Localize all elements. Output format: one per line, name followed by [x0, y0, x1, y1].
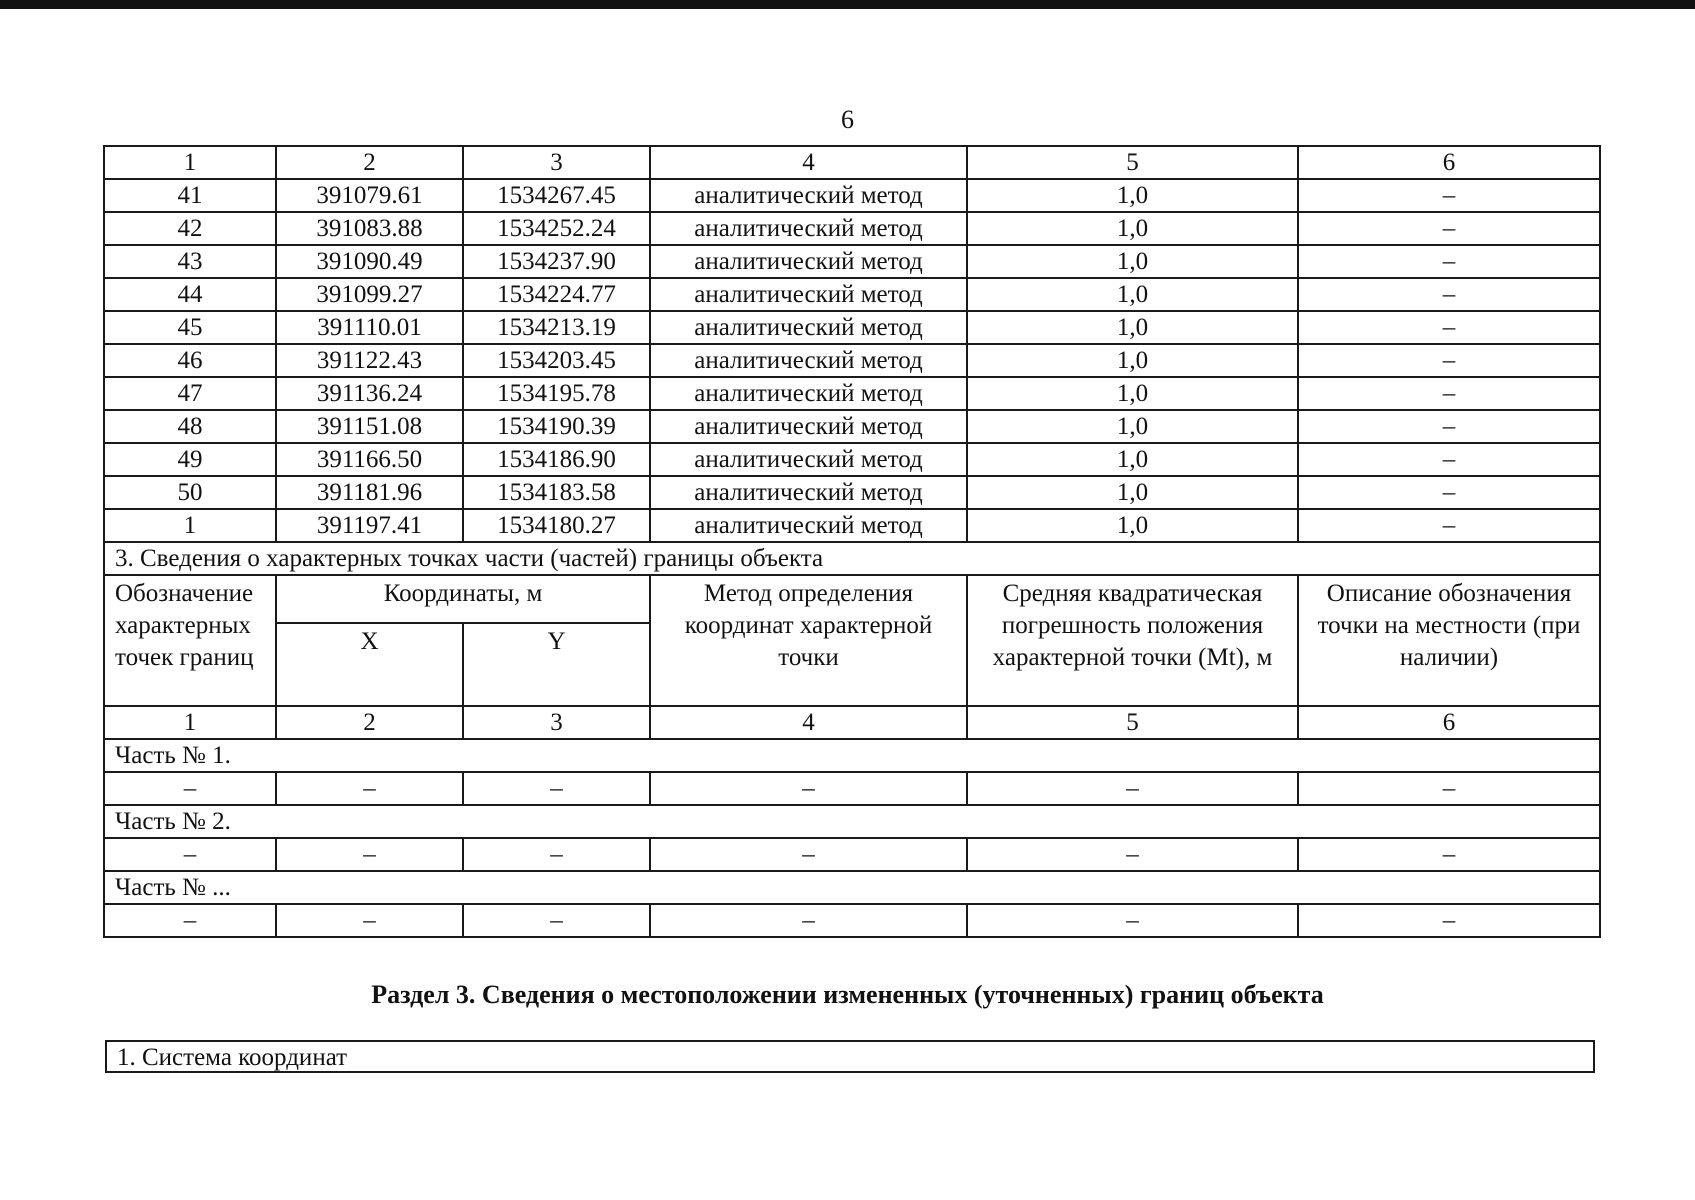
y-coordinate-cell: 1534186.90 — [463, 443, 650, 476]
point-number-cell: 43 — [104, 245, 276, 278]
subsection-title: 3. Сведения о характерных точках части (частей) границы объекта — [104, 542, 1600, 575]
column-number: 6 — [1298, 706, 1600, 739]
part-label-row — [104, 805, 1600, 838]
column-number: 1 — [104, 146, 276, 179]
method-cell: аналитический метод — [650, 311, 967, 344]
boundary-points-table — [103, 145, 1601, 938]
coordinate-system-box: 1. Система координат — [105, 1040, 1595, 1073]
description-cell: – — [1298, 311, 1600, 344]
coordinates-header: Координаты, м — [276, 575, 650, 623]
method-cell: аналитический метод — [650, 344, 967, 377]
y-coordinate-cell: 1534195.78 — [463, 377, 650, 410]
part-cell: – — [276, 838, 463, 871]
table-row — [104, 410, 1600, 443]
page-number: 6 — [841, 105, 854, 134]
mt-cell: 1,0 — [967, 245, 1298, 278]
y-coordinate-cell: 1534213.19 — [463, 311, 650, 344]
mt-cell: 1,0 — [967, 212, 1298, 245]
column-number-row — [104, 146, 1600, 179]
description-cell: – — [1298, 245, 1600, 278]
method-cell: аналитический метод — [650, 509, 967, 542]
point-number-cell: 50 — [104, 476, 276, 509]
description-cell: – — [1298, 344, 1600, 377]
mt-cell: 1,0 — [967, 410, 1298, 443]
column-number: 3 — [463, 706, 650, 739]
part-data-row — [104, 838, 1600, 871]
x-coordinate-cell: 391090.49 — [276, 245, 463, 278]
x-coordinate-cell: 391136.24 — [276, 377, 463, 410]
x-coordinate-cell: 391122.43 — [276, 344, 463, 377]
part-label-row — [104, 739, 1600, 772]
table-row — [104, 509, 1600, 542]
column-number: 1 — [104, 706, 276, 739]
mt-header: Средняя квадратическая погрешность положения характерной точки (Mt), м — [967, 575, 1298, 706]
part-cell: – — [650, 772, 967, 805]
points-table-body — [104, 146, 1600, 542]
x-coordinate-cell: 391083.88 — [276, 212, 463, 245]
point-number-cell: 48 — [104, 410, 276, 443]
table-row — [104, 377, 1600, 410]
point-number-cell: 41 — [104, 179, 276, 212]
part-cell: – — [967, 838, 1298, 871]
part-label: Часть № 1. — [104, 739, 1600, 772]
part-cell: – — [650, 904, 967, 937]
table-row — [104, 344, 1600, 377]
table-row — [104, 212, 1600, 245]
column-number: 2 — [276, 706, 463, 739]
point-number-cell: 44 — [104, 278, 276, 311]
designation-header: Обозначение характерных точек границ — [104, 575, 276, 706]
y-coordinate-cell: 1534183.58 — [463, 476, 650, 509]
part-data-row — [104, 904, 1600, 937]
x-coordinate-cell: 391099.27 — [276, 278, 463, 311]
description-cell: – — [1298, 443, 1600, 476]
y-coordinate-cell: 1534203.45 — [463, 344, 650, 377]
x-coordinate-cell: 391166.50 — [276, 443, 463, 476]
section-3-heading: Раздел 3. Сведения о местоположении измененных (уточненных) границ объекта — [371, 980, 1324, 1009]
column-number: 5 — [967, 146, 1298, 179]
x-coordinate-cell: 391110.01 — [276, 311, 463, 344]
part-cell: – — [463, 838, 650, 871]
description-cell: – — [1298, 476, 1600, 509]
point-number-cell: 45 — [104, 311, 276, 344]
mt-cell: 1,0 — [967, 179, 1298, 212]
y-coordinate-cell: 1534237.90 — [463, 245, 650, 278]
subsection-title-row — [104, 542, 1600, 575]
column-number: 6 — [1298, 146, 1600, 179]
method-cell: аналитический метод — [650, 410, 967, 443]
part-cell: – — [276, 904, 463, 937]
point-number-cell: 42 — [104, 212, 276, 245]
header-row-top — [104, 575, 1600, 623]
mt-cell: 1,0 — [967, 377, 1298, 410]
part-cell: – — [276, 772, 463, 805]
x-coordinate-cell: 391079.61 — [276, 179, 463, 212]
description-cell: – — [1298, 278, 1600, 311]
description-cell: – — [1298, 410, 1600, 443]
part-cell: – — [104, 904, 276, 937]
description-cell: – — [1298, 179, 1600, 212]
point-number-cell: 46 — [104, 344, 276, 377]
column-number: 3 — [463, 146, 650, 179]
parts-table-body — [104, 739, 1600, 937]
description-cell: – — [1298, 509, 1600, 542]
part-cell: – — [463, 904, 650, 937]
method-header: Метод определения координат характерной точки — [650, 575, 967, 706]
y-header: Y — [463, 623, 650, 706]
mt-cell: 1,0 — [967, 476, 1298, 509]
part-label: Часть № ... — [104, 871, 1600, 904]
part-cell: – — [967, 772, 1298, 805]
column-number-row — [104, 706, 1600, 739]
description-cell: – — [1298, 377, 1600, 410]
mt-cell: 1,0 — [967, 278, 1298, 311]
point-number-cell: 49 — [104, 443, 276, 476]
method-cell: аналитический метод — [650, 377, 967, 410]
part-cell: – — [104, 772, 276, 805]
x-coordinate-cell: 391181.96 — [276, 476, 463, 509]
part-cell: – — [1298, 838, 1600, 871]
y-coordinate-cell: 1534180.27 — [463, 509, 650, 542]
table-row — [104, 311, 1600, 344]
x-coordinate-cell: 391151.08 — [276, 410, 463, 443]
method-cell: аналитический метод — [650, 179, 967, 212]
y-coordinate-cell: 1534252.24 — [463, 212, 650, 245]
method-cell: аналитический метод — [650, 278, 967, 311]
part-cell: – — [650, 838, 967, 871]
method-cell: аналитический метод — [650, 212, 967, 245]
subsection-3-block — [104, 542, 1600, 739]
part-cell: – — [967, 904, 1298, 937]
method-cell: аналитический метод — [650, 245, 967, 278]
method-cell: аналитический метод — [650, 476, 967, 509]
table-row — [104, 245, 1600, 278]
y-coordinate-cell: 1534190.39 — [463, 410, 650, 443]
mt-cell: 1,0 — [967, 344, 1298, 377]
table-row — [104, 179, 1600, 212]
y-coordinate-cell: 1534224.77 — [463, 278, 650, 311]
description-header: Описание обозначения точки на местности (при наличии) — [1298, 575, 1600, 706]
x-coordinate-cell: 391197.41 — [276, 509, 463, 542]
mt-cell: 1,0 — [967, 311, 1298, 344]
column-number: 5 — [967, 706, 1298, 739]
description-cell: – — [1298, 212, 1600, 245]
part-label: Часть № 2. — [104, 805, 1600, 838]
y-coordinate-cell: 1534267.45 — [463, 179, 650, 212]
table-row — [104, 476, 1600, 509]
part-cell: – — [104, 838, 276, 871]
table-row — [104, 278, 1600, 311]
top-border-bar — [0, 0, 1695, 9]
mt-cell: 1,0 — [967, 443, 1298, 476]
x-header: X — [276, 623, 463, 706]
column-number: 4 — [650, 146, 967, 179]
part-cell: – — [463, 772, 650, 805]
part-cell: – — [1298, 904, 1600, 937]
column-number: 2 — [276, 146, 463, 179]
point-number-cell: 1 — [104, 509, 276, 542]
part-label-row — [104, 871, 1600, 904]
mt-cell: 1,0 — [967, 509, 1298, 542]
method-cell: аналитический метод — [650, 443, 967, 476]
column-number: 4 — [650, 706, 967, 739]
table-row — [104, 443, 1600, 476]
point-number-cell: 47 — [104, 377, 276, 410]
part-data-row — [104, 772, 1600, 805]
part-cell: – — [1298, 772, 1600, 805]
